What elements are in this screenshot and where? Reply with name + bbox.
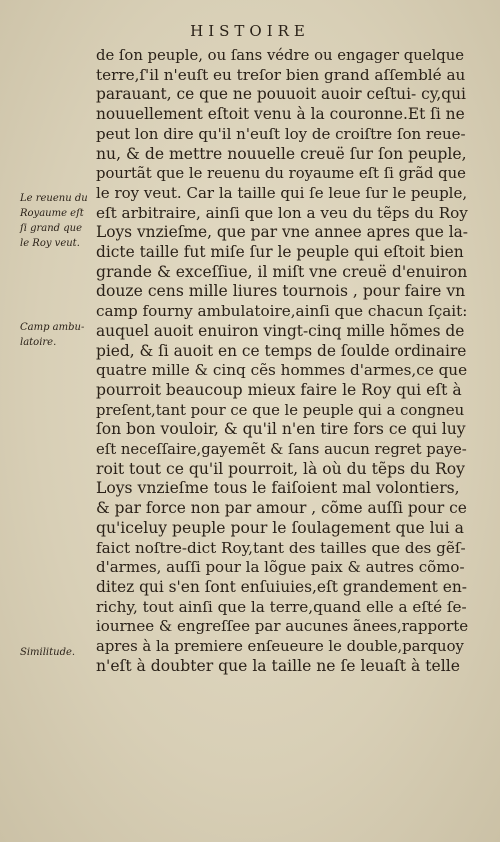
text-line: terre,ſ'il n'euſt eu treſor bien grand aſſemblé au: [96, 65, 466, 84]
margin-note-line: Similitude.: [20, 647, 76, 658]
text-line: faict noſtre-dict Roy,tant des tailles que des gẽſ-: [96, 538, 466, 557]
margin-note-line: ſi grand que: [20, 223, 83, 234]
text-line: richy, tout ainſi que la terre,quand elle a eſté ſe-: [96, 597, 467, 616]
text-line: pied, & ſi auoit en ce temps de ſoulde ordinaire: [96, 341, 467, 360]
margin-note-line: le Roy veut.: [20, 238, 80, 249]
margin-note-similitude: [20, 645, 96, 660]
text-line: apres à la premiere enſeueure le double,parquoy: [96, 638, 464, 656]
text-line: peut lon dire qu'il n'euſt loy de croiſtre ſon reue-: [96, 124, 466, 143]
text-line: roit tout ce qu'il pourroit, là où du tẽps du Roy: [96, 459, 465, 478]
text-line: le roy veut. Car la taille qui ſe leue ſur le peuple,: [96, 183, 468, 202]
text-line: dicte taille fut miſe ſur le peuple qui eſtoit bien: [96, 243, 464, 262]
body-text: [96, 46, 468, 677]
text-line: preſent,tant pour ce que le peuple qui a congneu: [96, 401, 465, 419]
text-line: eſt neceſſaire,gayemẽt & ſans aucun regret paye-: [96, 441, 467, 459]
text-line: iournee & engreſſee par aucunes ãnees,rapporte: [96, 617, 468, 636]
text-line: quatre mille & cinq cẽs hommes d'armes,ce que: [96, 361, 468, 380]
text-line: pourtãt que le reuenu du royaume eſt ſi grãd que: [96, 165, 466, 183]
text-line: grande & exceſſiue, il miſt vne creuë d'enuiron: [96, 262, 468, 281]
text-line: pourroit beaucoup mieux faire le Roy qui eſt à: [96, 380, 462, 399]
text-line: de ſon peuple, ou ſans védre ou engager quelque: [96, 47, 465, 64]
text-line: qu'iceluy peuple pour le ſoulagement que lui a: [96, 518, 464, 537]
margin-note-revenue: [20, 191, 96, 251]
text-line: ſon bon vouloir, & qu'il n'en tire fors ce qui luy: [96, 420, 466, 439]
margin-note-line: Royaume eſt: [20, 208, 84, 219]
margin-note-camp: [20, 320, 96, 350]
text-line: douze cens mille liures tournois , pour faire vn: [96, 282, 466, 301]
text-line: eſt arbitraire, ainſi que lon a veu du tẽps du Roy: [96, 203, 468, 222]
text-line: auquel auoit enuiron vingt-cinq mille hõmes de: [96, 321, 465, 340]
text-line: Loys vnzieſme tous le faiſoient mal volontiers,: [96, 479, 460, 498]
text-line: Loys vnzieſme, que par vne annee apres que la-: [96, 223, 468, 242]
text-line: nu, & de mettre nouuelle creuë ſur ſon peuple,: [96, 144, 467, 163]
running-head: HISTOIRE: [190, 22, 310, 40]
text-line: camp fourny ambulatoire,ainſi que chacun ſçait:: [96, 302, 468, 321]
margin-note-line: Le reuenu du: [20, 193, 88, 204]
text-line: n'eſt à doubter que la taille ne ſe leuaſt à telle: [96, 656, 460, 675]
text-line: nouuellement eſtoit venu à la couronne.Et ſi ne: [96, 105, 465, 124]
text-line: ditez qui s'en ſont enſuiuies,eſt grandement en-: [96, 577, 467, 596]
text-line: d'armes, auſſi pour la lõgue paix & autres cõmo-: [96, 558, 465, 577]
text-line: & par force non par amour , cõme auſſi pour ce: [96, 499, 467, 518]
margin-note-line: Camp ambu-: [20, 322, 85, 333]
margin-note-line: latoire.: [20, 337, 57, 348]
text-line: parauant, ce que ne pouuoit auoir ceſtui- cy,qui: [96, 85, 466, 104]
